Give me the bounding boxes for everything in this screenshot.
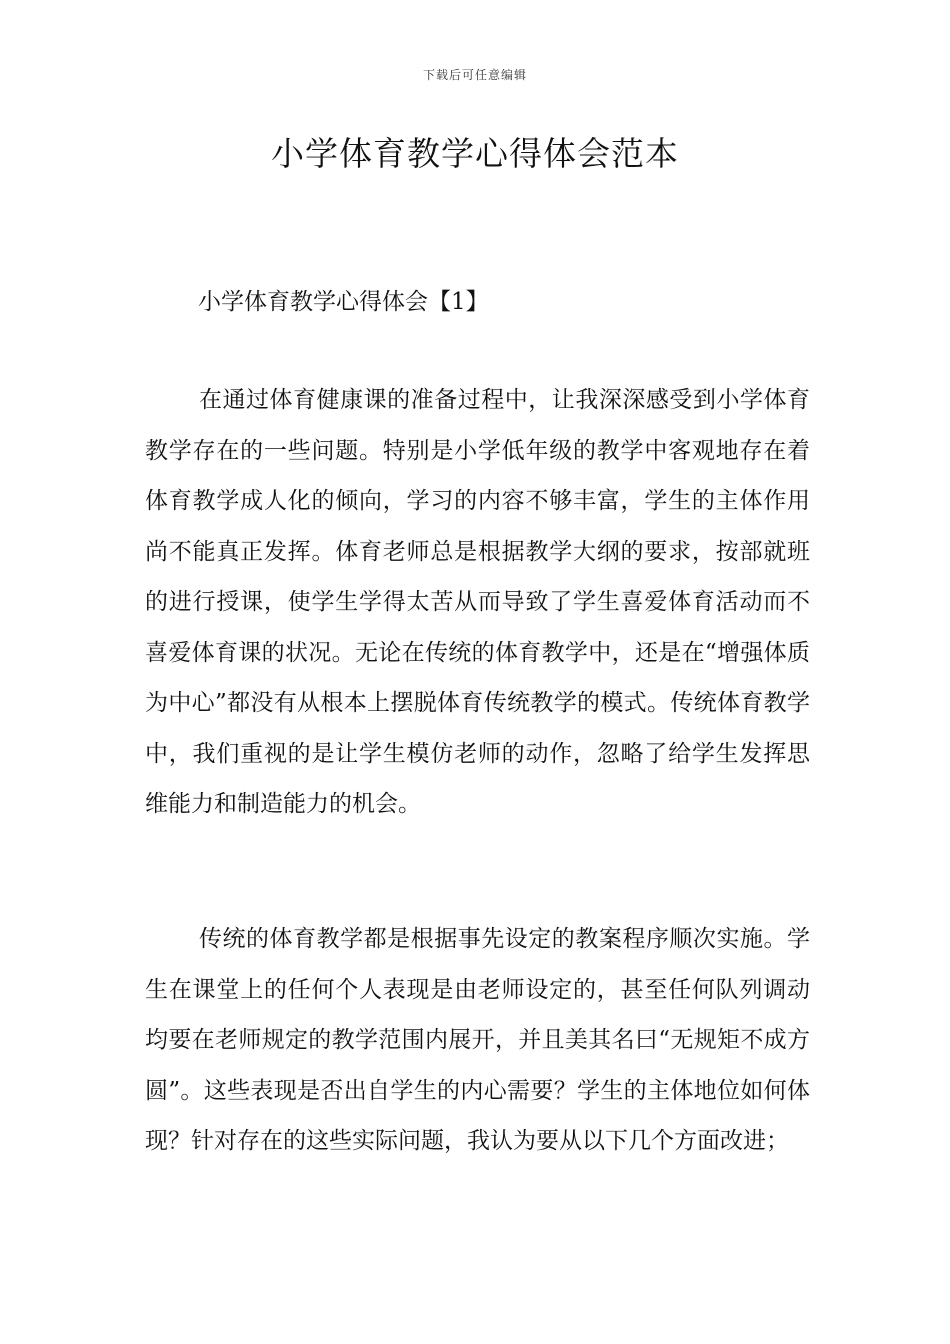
body-paragraph: 在通过体育健康课的准备过程中，让我深深感受到小学体育教学存在的一些问题。特别是小学低年级的教学中客观地存在着体育教学成人化的倾向，学习的内容不够丰富，学生的主体作用尚不能真正发挥。体育老师总是根据教学大纲的要求，按部就班的进行授课，使学生学得太苦从而导致了学生喜爱体育活动而不喜爱体育课的状况。无论在传统的体育教学中，还是在“增强体质为中心”都没有从根本上摆脱体育传统教学的模式。传统体育教学中，我们重视的是让学生模仿老师的动作，忽略了给学生发挥思维能力和制造能力的机会。	[145, 387, 810, 817]
header-note: 下载后可任意编辑	[422, 68, 527, 82]
document-title: 小学体育教学心得体会范本	[271, 134, 679, 173]
section-heading: 小学体育教学心得体会【1】	[198, 289, 489, 315]
body-paragraph: 传统的体育教学都是根据事先设定的教案程序顺次实施。学生在课堂上的任何个人表现是由老师设定的，甚至任何队列调动均要在老师规定的教学范围内展开，并且美其名曰“无规矩不成方圆”。这些表现是否出自学生的内心需要？学生的主体地位如何体现？针对存在的这些实际问题，我认为要从以下几个方面改进；	[145, 926, 810, 1154]
